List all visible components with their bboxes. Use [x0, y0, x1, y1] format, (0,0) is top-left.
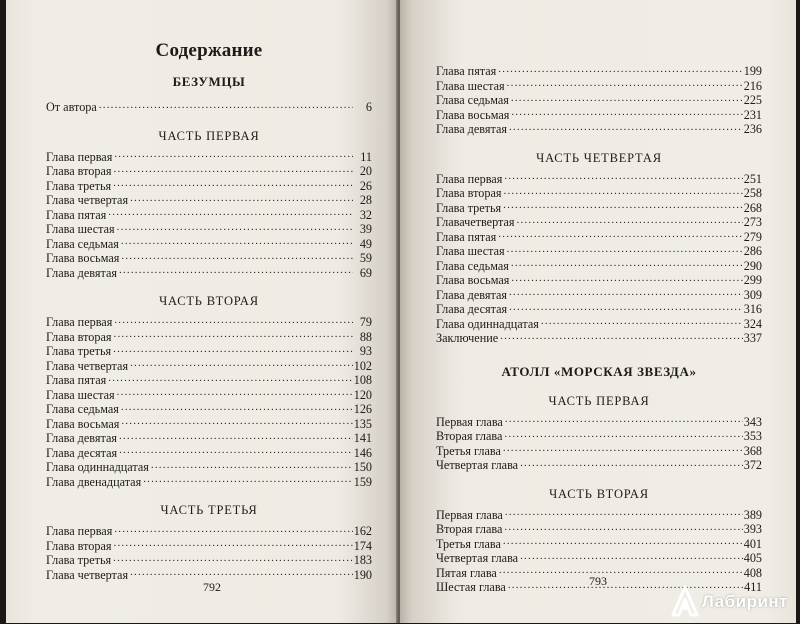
toc-entry-label: Глава девятая	[46, 265, 117, 280]
toc-entry-page: 337	[743, 331, 762, 345]
toc-entry-page: 408	[743, 565, 762, 580]
toc-entry-label: От автора	[46, 100, 97, 114]
toc-entry-page: 28	[359, 193, 372, 207]
labirint-watermark	[670, 585, 788, 619]
toc-entry-label: Вторая глава	[436, 522, 503, 536]
toc-entry-label: Глава третья	[46, 178, 112, 193]
right-toc	[436, 64, 762, 595]
toc-entry-page: 389	[743, 507, 762, 522]
part-four-entries	[436, 172, 762, 346]
dot-leader	[511, 93, 743, 104]
section-title: ЧАСТЬ ПЕРВАЯ	[548, 393, 650, 408]
dot-leader	[511, 273, 742, 284]
dot-leader	[114, 539, 353, 550]
toc-entry-page: 236	[743, 122, 762, 136]
toc-entry	[436, 288, 762, 303]
toc-entry-page: 150	[353, 460, 372, 474]
toc-entry-page: 79	[359, 315, 372, 329]
toc-entry-page: 93	[359, 344, 372, 358]
dot-leader	[517, 215, 743, 226]
dot-leader	[114, 330, 354, 341]
dot-leader	[114, 164, 354, 175]
dot-leader	[113, 344, 353, 355]
section-title: ЧАСТЬ ТРЕТЬЯ	[160, 503, 258, 517]
toc-entry	[46, 164, 372, 179]
toc-entry	[46, 402, 372, 417]
labirint-logo-icon	[670, 585, 700, 619]
toc-entry	[46, 266, 372, 281]
toc-entry-label: Глава восьмая	[436, 273, 510, 287]
dot-leader	[507, 244, 743, 255]
toc-entry-label: Глава третья	[46, 344, 112, 358]
toc-entry-label: Глава девятая	[436, 122, 507, 136]
toc-entry	[436, 458, 762, 473]
toc-entry	[46, 344, 372, 359]
toc-entry-page: 49	[359, 236, 372, 251]
toc-entry-page: 299	[743, 273, 762, 287]
toc-entry	[436, 172, 762, 187]
toc-entry-label: Пятая глава	[436, 565, 497, 580]
toc-entry	[436, 230, 762, 245]
toc-entry-page: 135	[353, 416, 372, 431]
toc-entry-label: Глава вторая	[436, 186, 502, 200]
dot-leader	[113, 553, 353, 564]
dot-leader	[130, 568, 353, 579]
left-parts	[46, 129, 372, 583]
toc-entry-page: 126	[353, 402, 372, 416]
toc-entry-label: Глава четвертая	[46, 193, 129, 207]
dot-leader	[121, 251, 353, 262]
toc-entry	[436, 108, 762, 123]
toc-entry-label: Глава первая	[436, 171, 503, 186]
toc-entry-label: Глава седьмая	[436, 93, 509, 107]
toc-entry-page: 120	[353, 387, 372, 402]
continued-entries	[436, 64, 762, 137]
toc-entry-label: Заключение	[436, 331, 499, 345]
toc-entry	[436, 415, 762, 430]
dot-leader	[505, 508, 743, 519]
toc-entry-page: 88	[359, 329, 372, 344]
toc-entry-page: 6	[365, 100, 372, 114]
dot-leader	[504, 172, 742, 183]
dot-leader	[99, 100, 353, 111]
toc-entry-label: Вторая глава	[436, 429, 503, 443]
toc-entry-page: 216	[743, 78, 762, 93]
toc-entry-page: 108	[353, 373, 372, 387]
book-title-bezumtsy: БЕЗУМЦЫ	[172, 74, 246, 89]
toc-entry	[46, 524, 372, 539]
dot-leader	[541, 317, 743, 328]
toc-entry-label: Глава десятая	[46, 445, 118, 460]
toc-entry	[46, 539, 372, 554]
toc-entry-page: 102	[353, 358, 372, 373]
toc-entry-page: 190	[353, 567, 372, 582]
dot-leader	[503, 201, 743, 212]
toc-entry	[436, 444, 762, 459]
toc-entry-label: Глава седьмая	[436, 258, 509, 273]
toc-entry	[436, 317, 762, 332]
dot-leader	[121, 237, 353, 248]
toc-entry-page: 353	[743, 429, 762, 443]
toc-entry	[46, 222, 372, 237]
toc-entry-label: Глава десятая	[436, 302, 508, 316]
toc-entry-label: Шестая глава	[436, 580, 506, 594]
toc-entry-label: Глава вторая	[46, 164, 112, 178]
toc-entry	[436, 331, 762, 346]
toc-entry	[46, 460, 372, 475]
toc-entry-label: Глава первая	[46, 524, 113, 538]
toc-entry-label: Глава шестая	[436, 244, 505, 258]
toc-entry-page: 279	[743, 229, 762, 244]
toc-entry	[436, 551, 762, 566]
section-title: ЧАСТЬ ВТОРАЯ	[549, 486, 649, 501]
toc-entry-label: Глава третья	[436, 200, 502, 215]
toc-entry-label: Глава восьмая	[46, 416, 120, 431]
toc-entry-label: Глава четвертая	[46, 567, 129, 582]
intro-entries	[46, 100, 372, 115]
dot-leader	[500, 331, 743, 342]
toc-entry-page: 231	[743, 107, 762, 122]
dot-leader	[114, 524, 352, 535]
toc-entry-label: Глава восьмая	[436, 107, 510, 122]
toc-entry-page: 324	[743, 316, 762, 331]
toc-entry-page: 290	[743, 258, 762, 273]
toc-entry-page: 225	[743, 93, 762, 107]
toc-entry-label: Глава пятая	[436, 64, 497, 78]
toc-entry	[436, 244, 762, 259]
right-page	[400, 0, 796, 623]
dot-leader	[121, 402, 353, 413]
toc-entry-page: 368	[743, 443, 762, 458]
toc-entry-page: 405	[743, 551, 762, 565]
toc-entry	[436, 64, 762, 79]
dot-leader	[509, 288, 743, 299]
toc-entry-page: 159	[353, 474, 372, 489]
toc-entry-page: 343	[743, 414, 762, 429]
toc-entry-page: 401	[743, 536, 762, 551]
toc-entry	[436, 79, 762, 94]
toc-entry-label: Глава первая	[46, 149, 113, 164]
atoll-parts	[436, 394, 762, 595]
toc-entry	[46, 315, 372, 330]
toc-entry-label: Глава пятая	[436, 229, 497, 244]
toc-entry	[46, 446, 372, 461]
toc-entry-page: 411	[744, 580, 762, 594]
section-title: ЧАСТЬ ПЕРВАЯ	[158, 128, 260, 143]
toc-entry-label: Глава пятая	[46, 207, 107, 222]
dot-leader	[114, 150, 353, 161]
toc-entry-label: Первая глава	[436, 414, 503, 429]
toc-entry	[436, 259, 762, 274]
dot-leader	[119, 446, 353, 457]
toc-entry	[436, 273, 762, 288]
toc-entry	[436, 93, 762, 108]
dot-leader	[119, 431, 353, 442]
toc-entry-page: 59	[359, 251, 372, 265]
toc-entry-label: Глава шестая	[46, 387, 115, 402]
toc-entry-label: Глава вторая	[46, 538, 112, 553]
dot-leader	[504, 429, 742, 440]
toc-entry-page: 20	[359, 164, 372, 178]
dot-leader	[503, 444, 743, 455]
toc-entry-page: 26	[359, 178, 372, 193]
dot-leader	[504, 186, 743, 197]
toc-entry-label: Глава девятая	[46, 431, 117, 445]
dot-leader	[504, 522, 742, 533]
toc-entry-page: 11	[360, 149, 372, 164]
toc-entry	[46, 475, 372, 490]
toc-entry-label: Глава третья	[46, 553, 112, 567]
dot-leader	[121, 417, 352, 428]
toc-entry	[46, 330, 372, 345]
dot-leader	[130, 359, 353, 370]
toc-entry-page: 372	[743, 458, 762, 472]
toc-entry	[436, 508, 762, 523]
dot-leader	[113, 179, 353, 190]
toc-entry-label: Глава одиннадцатая	[436, 316, 539, 331]
toc-entry-page: 69	[359, 265, 372, 280]
toc-entry-page: 146	[353, 445, 372, 460]
page-number-right: 793	[589, 574, 607, 588]
dot-leader	[520, 551, 743, 562]
toc-entry-page: 162	[353, 524, 372, 538]
toc-entry	[46, 388, 372, 403]
toc-entry	[46, 150, 372, 165]
toc-entry-label: Четвертая глава	[436, 458, 519, 472]
toc-entry	[46, 179, 372, 194]
toc-entry-page: 32	[359, 207, 372, 222]
toc-entry-label: Глава седьмая	[46, 402, 119, 416]
toc-entry-label: Первая глава	[436, 507, 503, 522]
dot-leader	[151, 460, 353, 471]
toc-entry-page: 251	[743, 171, 762, 186]
dot-leader	[130, 193, 353, 204]
toc-entry	[46, 237, 372, 252]
toc-entry-page: 141	[353, 431, 372, 445]
toc-entry-label: Глава восьмая	[46, 251, 120, 265]
dot-leader	[117, 388, 353, 399]
toc-entry	[436, 537, 762, 552]
toc-entry-page: 273	[743, 215, 762, 229]
dot-leader	[117, 222, 353, 233]
dot-leader	[503, 537, 743, 548]
dot-leader	[108, 208, 353, 219]
toc-entry	[46, 251, 372, 266]
dot-leader	[143, 475, 353, 486]
watermark-text: Лабиринт	[701, 592, 788, 611]
dot-leader	[509, 302, 743, 313]
section-title-part-four: ЧАСТЬ ЧЕТВЕРТАЯ	[536, 150, 662, 165]
toc-entry-page: 286	[743, 244, 762, 258]
toc-entry	[46, 553, 372, 568]
toc-entry	[46, 417, 372, 432]
toc-entry	[436, 215, 762, 230]
toc-entry-page: 316	[743, 302, 762, 316]
dot-leader	[114, 315, 353, 326]
toc-entry	[436, 201, 762, 216]
toc-entry-page: 393	[743, 522, 762, 536]
toc-entry-label: Глава пятая	[46, 373, 107, 387]
toc-entry-page: 183	[353, 553, 372, 567]
toc-entry-label: Третья глава	[436, 443, 501, 458]
toc-entry-label: Глава шестая	[436, 78, 505, 93]
toc-entry-page: 258	[743, 186, 762, 200]
dot-leader	[511, 108, 742, 119]
toc-entry-label: Глава четвертая	[46, 358, 129, 373]
section-title: ЧАСТЬ ВТОРАЯ	[159, 294, 259, 308]
dot-leader	[108, 373, 352, 384]
page-number-left: 792	[203, 580, 221, 594]
toc-entry-label: Третья глава	[436, 536, 501, 551]
toc-entry-label: Глава девятая	[436, 287, 507, 302]
dot-leader	[507, 79, 743, 90]
toc-entry-label: Глава двенадцатая	[46, 474, 142, 489]
toc-entry-label: Глава первая	[46, 315, 113, 329]
dot-leader	[505, 415, 743, 426]
toc-entry	[436, 522, 762, 537]
left-toc	[46, 40, 372, 582]
toc-entry-page: 268	[743, 200, 762, 215]
dot-leader	[498, 64, 742, 75]
dot-leader	[498, 230, 742, 241]
dot-leader	[511, 259, 743, 270]
toc-title: Содержание	[155, 40, 263, 61]
toc-entry-label: Глава седьмая	[46, 236, 119, 251]
toc-entry	[46, 359, 372, 374]
toc-entry-page: 199	[743, 64, 762, 78]
toc-entry	[46, 373, 372, 388]
toc-entry-label: Глава шестая	[46, 222, 115, 236]
toc-entry-label: Глава вторая	[46, 329, 112, 344]
dot-leader	[119, 266, 353, 277]
toc-entry	[436, 302, 762, 317]
toc-entry	[46, 193, 372, 208]
toc-entry	[46, 208, 372, 223]
toc-entry	[46, 431, 372, 446]
toc-entry-page: 174	[353, 538, 372, 553]
dot-leader	[520, 458, 743, 469]
toc-entry-label: Глава одиннадцатая	[46, 460, 149, 474]
toc-entry	[436, 429, 762, 444]
dot-leader	[509, 122, 743, 133]
toc-entry-label: Четвертая глава	[436, 551, 519, 565]
toc-entry	[436, 186, 762, 201]
left-page	[6, 0, 398, 623]
toc-entry-page: 39	[359, 222, 372, 236]
toc-entry	[46, 100, 372, 115]
toc-entry-page: 309	[743, 287, 762, 302]
toc-entry	[436, 122, 762, 137]
toc-entry-label: Главачетвертая	[436, 215, 515, 229]
book-title-atoll: АТОЛЛ «МОРСКАЯ ЗВЕЗДА»	[501, 363, 697, 379]
